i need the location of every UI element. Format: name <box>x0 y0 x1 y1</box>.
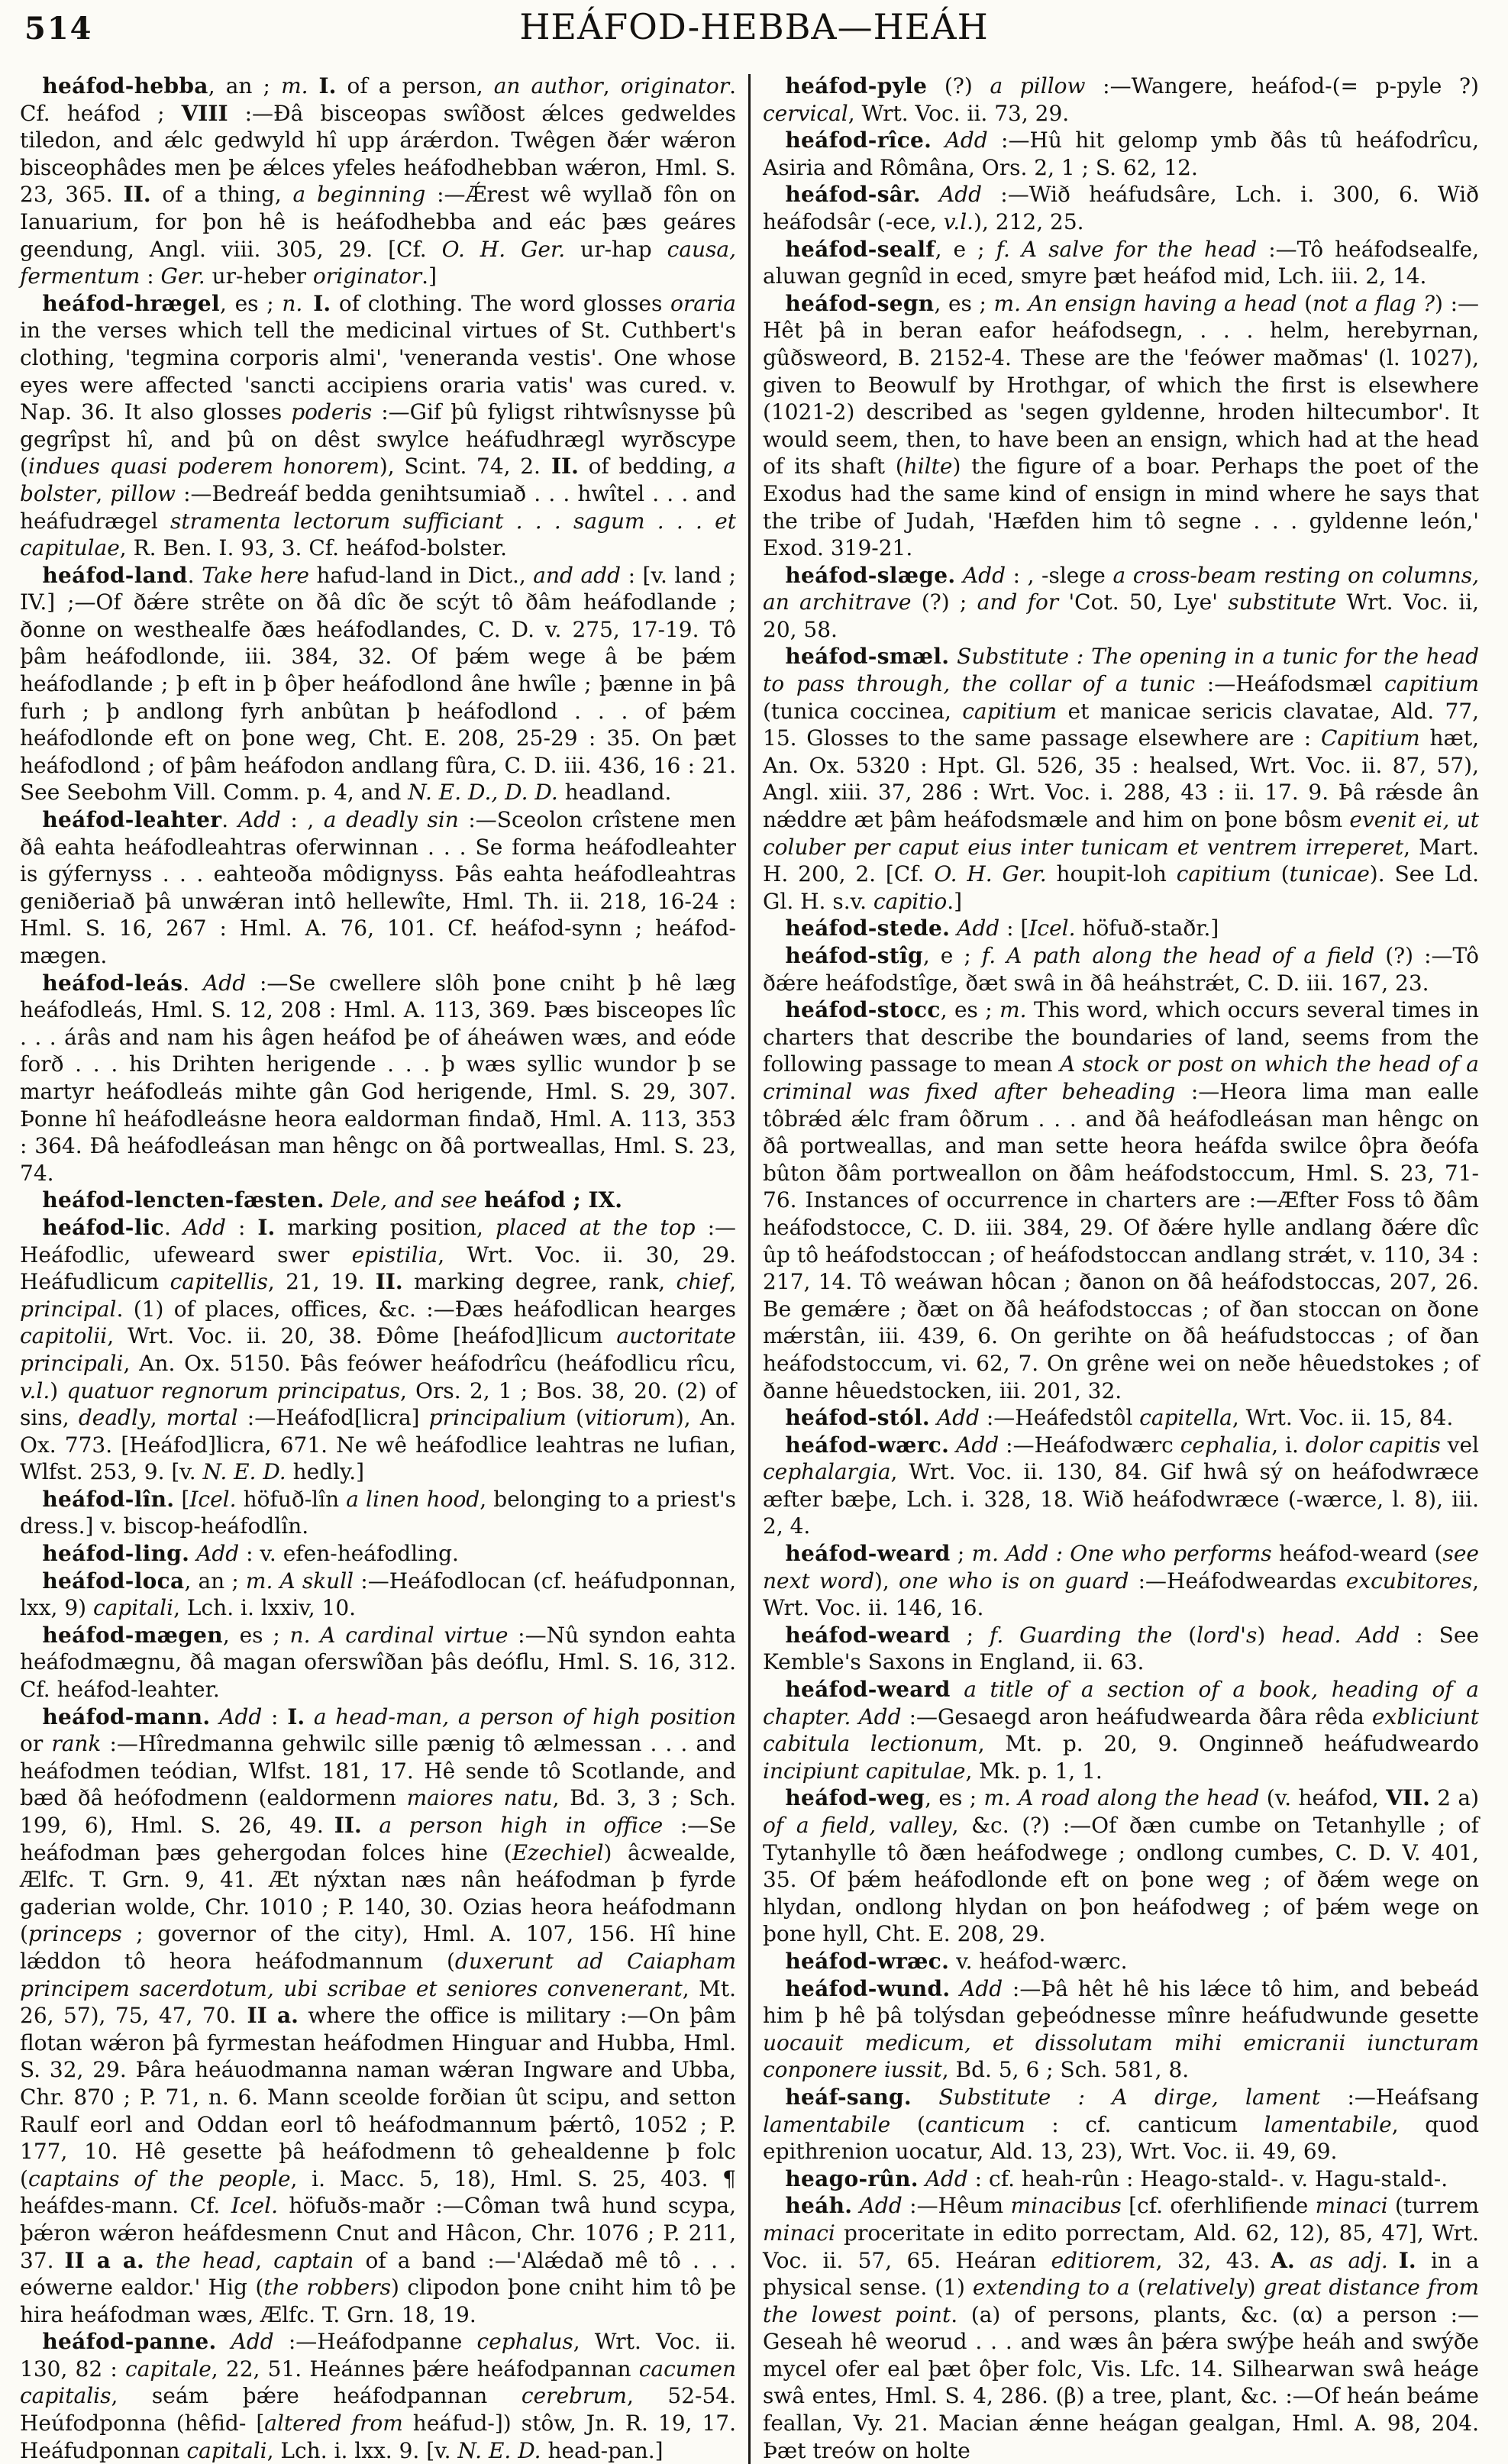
entry-headword: heáfod-smæl. <box>785 644 950 670</box>
right-column <box>751 73 1479 2464</box>
entry-headword: heáfod-segn <box>785 290 935 316</box>
entry-headword: heáfod-hebba <box>42 73 208 98</box>
dictionary-entry: heáfod-weard ; f. Guarding the (lord's) head. Add : See Kemble's Saxons in England, ii. 63. <box>763 1622 1480 1675</box>
dictionary-entry: heáfod-lîn. [Icel. höfuð-lîn a linen hood, belonging to a priest's dress.] v. biscop-heáfodlîn. <box>20 1486 737 1539</box>
dictionary-entry: heáfod-weard a title of a section of a book, heading of a chapter. Add :—Gesaegd aron heáfudwearda ðâra rêda exbliciunt cabitula lectionum, Mt. p. 20, 9. Onginneð heáfudweardo incipiunt capitulae, Mk. p. 1, 1. <box>763 1677 1480 1784</box>
dictionary-entry: heáfod-stól. Add :—Heáfedstôl capitella, Wrt. Voc. ii. 15, 84. <box>785 1405 1454 1431</box>
dictionary-entry: heáfod-weard ; m. Add : One who performs heáfod-weard (see next word), one who is on guard :—Heáfodweardas excubitores, Wrt. Voc. ii. 146, 16. <box>763 1541 1479 1621</box>
dictionary-entry: heáfod-pyle (?) a pillow :—Wangere, heáfod-(= p-pyle ?) cervical, Wrt. Voc. ii. 73, 29. <box>763 73 1479 126</box>
entry-headword: heáfod-wund. <box>785 1975 951 2001</box>
dictionary-entry: heáfod-hebba, an ; m. I. of a person, an author, originator. Cf. heáfod ; VIII :—Ðâ bisceopas swîðost ǽlces gedweldes tiledon, and ǽlc gedwyld hî upp árǽrdon. Twêgen ðǽr wǽron bisceophâdes men þe ǽlces yfeles heáfodhebban wǽron, Hml. S. 23, 365. II. of a thing, a beginning :—Ǽrest wê wyllað fôn on Ianuarium, for þon hê is heáfodhebba and eác þæs geáres geendung, Angl. viii. 305, 29. [Cf. O. H. Ger. ur-hap causa, fermentum : Ger. ur-heber originator.] <box>20 73 737 289</box>
dictionary-entry: heáfod-hrægel, es ; n. I. of clothing. The word glosses oraria in the verses which tell the medicinal virtues of St. Cuthbert's clothing, 'tegmina corporis almi', 'veneranda vestis'. One whose eyes were affected 'sancti accipiens oraria vatis' was cured. v. Nap. 36. It also glosses poderis :—Gif þû fyligst rihtwîsnysse þû gegrîpst hî, and þû on dêst swylce heáfudhrægl wyrðscype (indues quasi poderem honorem), Scint. 74, 2. II. of bedding, a bolster, pillow :—Bedreáf bedda genihtsumiað . . . hwîtel . . . and heáfudrægel stramenta lectorum sufficiant . . . sagum . . . et capitulae, R. Ben. I. 93, 3. Cf. heáfod-bolster. <box>20 290 737 561</box>
entry-headword: heáfod-wærc. <box>785 1432 950 1458</box>
dictionary-entry: heáfod-wærc. Add :—Heáfodwærc cephalia, i. dolor capitis vel cephalargia, Wrt. Voc. ii. 130, 84. Gif hwâ sý on heáfodwræce æfter bæþe, Lch. i. 328, 18. Wið heáfodwræce (-wærce, l. 8), iii. 2, 4. <box>763 1432 1479 1539</box>
entry-headword: heáfod-stocc <box>785 997 941 1023</box>
entry-headword: heáfod-wræc. <box>785 1948 950 1974</box>
entry-headword: heáfod-weard <box>785 1622 951 1648</box>
entry-headword: heáfod-hrægel <box>42 290 220 316</box>
dictionary-entry: heáfod-slæge. Add : , -slege a cross-beam resting on columns, an architrave (?) ; and for 'Cot. 50, Lye' substitute Wrt. Voc. ii, 20, 58. <box>763 562 1480 642</box>
dictionary-entry: heáfod-segn, es ; m. An ensign having a head (not a flag ?) :—Hêt þâ in beran eafor heáfodsegn, . . . helm, herebyrnan, gûðsweord, B. 2152-4. These are the 'feówer maðmas' (l. 1027), given to Beowulf by Hrothgar, of which the first is elsewhere (1021-2) described as 'segen gyldenne, hroden hiltecumbor'. It would seem, then, to have been an ensign, which had at the head of its shaft (hilte) the figure of a boar. Perhaps the poet of the Exodus had the same kind of ensign in mind where he says that the tribe of Judah, 'Hæfden him tô segne . . . gyldenne león,' Exod. 319-21. <box>763 290 1480 561</box>
entry-headword: heáfod-rîce. <box>785 128 932 153</box>
entry-headword: heáfod-stól. <box>785 1405 930 1431</box>
entry-headword: heáfod-lencten-fæsten. <box>42 1187 325 1213</box>
dictionary-entry: heáfod-lencten-fæsten. Dele, and see heáfod ; IX. <box>42 1187 623 1213</box>
dictionary-entry: heáfod-stocc, es ; m. This word, which occurs several times in charters that describe the boundaries of land, seems from the following passage to mean A stock or post on which the head of a criminal was fixed after beheading :—Heora lima man ealle tôbrǽd ǽlc fram ôðrum . . . and ðâ heáfodleásan man hêngc on ðâ portweallas, and man sette heora heáfda swilce ôþra ðeófa bûton ðâm portweallon on ðâm heáfodstoccum, Hml. S. 23, 71-76. Instances of occurrence in charters are :—Æfter Foss tô ðâm heáfodstocce, C. D. iii. 384, 29. Of ðǽre hylle andlang ðǽre dîc ûp tô heáfodstoccan ; of heáfodstoccan andlang strǽt, v. 110, 34 : 217, 14. Tô weáwan hôcan ; ðanon on ðâ heáfodstoccas, 207, 26. Be gemǽre ; ðæt on ðâ heáfodstoccas ; of ðan stoccan on ðone mǽrstân, iii. 439, 6. On gerihte on ðâ heáfudstoccas ; of ðan heáfodstoccum, vi. 62, 7. On grêne wei on neðe hêuedstokes ; of ðanne hêuedstocken, iii. 201, 32. <box>763 997 1479 1403</box>
entry-headword: heáfod-leahter <box>42 807 222 833</box>
left-column <box>20 73 748 2464</box>
dictionary-entry: heáf-sang. Substitute : A dirge, lament :—Heáfsang lamentabile (canticum : cf. canticum lamentabile, quod epithrenion uocatur, Ald. 13, 23), Wrt. Voc. ii. 49, 69. <box>763 2084 1479 2165</box>
entry-headword: heáfod-pyle <box>785 73 928 98</box>
dictionary-entry: heáfod-sâr. Add :—Wið heáfudsâre, Lch. i. 300, 6. Wið heáfodsâr (-ece, v.l.), 212, 25. <box>763 182 1479 234</box>
entry-headword: heáfod-stede. <box>785 916 951 941</box>
entry-headword: heáfod-mann. <box>42 1703 211 1729</box>
entry-headword: heáfod-leás <box>42 970 183 996</box>
entry-headword: heáfod-loca <box>42 1568 185 1594</box>
entry-headword: heáfod-weard <box>785 1677 951 1703</box>
page-number: 514 <box>24 11 93 47</box>
dictionary-entry: heáfod-leahter. Add : , a deadly sin :—Sceolon crîstene men ðâ eahta heáfodleahtras oferwinnan . . . Se forma heáfodleahter is gýfernyss . . . eahteoða môdignyss. Þâs eahta heáfodleahtras geniðeriað þâ unwǽran intô hellewîte, Hml. Th. ii. 218, 16-24 : Hml. S. 16, 267 : Hml. A. 76, 101. Cf. heáfod-synn ; heáfod-mægen. <box>20 807 736 968</box>
dictionary-entry: heáfod-land. Take here hafud-land in Dict., and add : [v. land ; IV.] ;—Of ðǽre strête on ðâ dîc ðe scýt tô ðâm heáfodlande ; ðonne on westhealfe ðæs heáfodlandes, C. D. v. 275, 17-19. Tô þâm heáfodlonde, iii. 384, 32. Of þǽm wege â be þǽm heáfodlande ; þ eft in þ ôþer heáfodlond âne hwîle ; þænne in þâ furh ; þ andlong fyrh anbûtan þ heáfodlond . . . of þǽm heáfodlonde eft on þone weg, Cht. E. 208, 25-29 : 35. On þæt heáfodlond ; of þâm heáfodon andlang fûra, C. D. iii. 436, 16 : 21. See Seebohm Vill. Comm. p. 4, and N. E. D., D. D. headland. <box>20 562 736 806</box>
entry-headword: heáfod-lic <box>42 1214 164 1240</box>
dictionary-entry: heáfod-leás. Add :—Se cwellere slôh þone cniht þ hê læg heáfodleás, Hml. S. 12, 208 : Hml. A. 113, 369. Þæs bisceopes lîc . . . árâs and nam his âgen heáfod þe of áheáwen wæs, and eóde forð . . . his Drihten herigende . . . þ wæs syllic wundor þ se martyr heáfodleás mihte gân God herigende, Hml. S. 29, 307. Þonne hî heáfodleásne heora ealdorman findað, Hml. A. 113, 353 : 364. Ðâ heáfodleásan man hêngc on ðâ portweallas, Hml. S. 23, 74. <box>20 970 736 1186</box>
entry-headword: heago-rûn. <box>785 2165 919 2191</box>
dictionary-entry: heago-rûn. Add : cf. heah-rûn : Heago-stald-. v. Hagu-stald-. <box>785 2165 1448 2191</box>
dictionary-entry: heáfod-panne. Add :—Heáfodpanne cephalus, Wrt. Voc. ii. 130, 82 : capitale, 22, 51. Heánnes þǽre heáfodpannan cacumen capitalis, seám þǽre heáfodpannan cerebrum, 52-54. Heúfodponna (hêfid- [altered from heáfud-]) stôw, Jn. R. 19, 17. Heáfudponnan capitali, Lch. i. lxx. 9. [v. N. E. D. head-pan.] <box>20 2329 737 2463</box>
dictionary-entry: heáfod-loca, an ; m. A skull :—Heáfodlocan (cf. heáfudponnan, lxx, 9) capitali, Lch. i. lxxiv, 10. <box>20 1568 736 1621</box>
page-header <box>0 0 1508 73</box>
dictionary-columns <box>20 73 1488 2464</box>
entry-headword: heáfod-land <box>42 562 188 588</box>
dictionary-entry: heáfod-mægen, es ; n. A cardinal virtue :—Nû syndon eahta heáfodmægnu, ðâ magan oferswîðan þâs deóflu, Hml. S. 16, 312. Cf. heáfod-leahter. <box>20 1622 736 1703</box>
dictionary-entry: heáfod-sealf, e ; f. A salve for the head :—Tô heáfodsealfe, aluwan gegnîd in eced, smyre þæt heáfod mid, Lch. iii. 2, 14. <box>763 236 1480 289</box>
dictionary-entry: heáfod-rîce. Add :—Hû hit gelomp ymb ðâs tû heáfodrîcu, Asiria and Rômâna, Ors. 2, 1 ; S. 62, 12. <box>763 128 1479 180</box>
dictionary-entry: heáfod-wræc. v. heáfod-wærc. <box>785 1948 1128 1974</box>
entry-headword: heáfod-weg <box>785 1785 925 1811</box>
dictionary-entry: heáh. Add :—Hêum minacibus [cf. oferhlifiende minaci (turrem minaci proceritate in edito porrectam, Ald. 62, 12), 85, 47], Wrt. Voc. ii. 57, 65. Heáran editiorem, 32, 43. A. as adj. I. in a physical sense. (1) extending to a (relatively) great distance from the lowest point. (a) of persons, plants, &c. (α) a person :—Geseah hê weorud . . . and wæs ân þǽra swýþe heáh and swýðe mycel ofer eal þæt ôþer folc, Vis. Lfc. 14. Silhearwan swâ heáge swâ entes, Hml. S. 4, 286. (β) a tree, plant, &c. :—Of heán beáme feallan, Vy. 21. Macian ǽnne heágan gealgan, Hml. A. 98, 204. Þæt treów on holte <box>763 2193 1480 2463</box>
entry-headword: heáfod-lîn. <box>42 1486 175 1512</box>
dictionary-entry: heáfod-weg, es ; m. A road along the head (v. heáfod, VII. 2 a) of a field, valley, &c. (?) :—Of ðæn cumbe on Tetanhylle ; of Tytanhylle tô ðæn heáfodwege ; ondlong cumbes, C. D. V. 401, 35. Of þǽm heáfodlonde eft on þone weg ; of ðǽm wege on hlydan, ondlong hlydan on þon heáfodweg ; of þǽm wege on þone hyll, Cht. E. 208, 29. <box>763 1785 1480 1947</box>
running-title: HEÁFOD-HEBBA—HEÁH <box>519 6 989 47</box>
entry-headword: heáf-sang. <box>785 2084 912 2110</box>
dictionary-entry: heáfod-lic. Add : I. marking position, placed at the top :—Heáfodlic, ufeweard swer epistilia, Wrt. Voc. ii. 30, 29. Heáfudlicum capitellis, 21, 19. II. marking degree, rank, chief, principal. (1) of places, offices, &c. :—Ðæs heáfodlican hearges capitolii, Wrt. Voc. ii. 20, 38. Ðôme [heáfod]licum auctoritate principali, An. Ox. 5150. Þâs feówer heáfodrîcu (heáfodlicu rîcu, v.l.) quatuor regnorum principatus, Ors. 2, 1 ; Bos. 38, 20. (2) of sins, deadly, mortal :—Heáfod[licra] principalium (vitiorum), An. Ox. 773. [Heáfod]licra, 671. Ne wê heáfodlice leahtras ne lufian, Wlfst. 253, 9. [v. N. E. D. hedly.] <box>20 1214 737 1485</box>
dictionary-entry: heáfod-smæl. Substitute : The opening in a tunic for the head to pass through, the collar of a tunic :—Heáfodsmæl capitium (tunica coccinea, capitium et manicae sericis clavatae, Ald. 77, 15. Glosses to the same passage elsewhere are : Capitium hæt, An. Ox. 5320 : Hpt. Gl. 526, 35 : healsed, Wrt. Voc. ii. 87, 57), Angl. xiii. 37, 286 : Wrt. Voc. i. 288, 43 : ii. 17. 9. Þâ rǽsde ân nǽddre æt þâm heáfodsmæle and him on þone bôsm evenit ei, ut coluber per caput eius inter tunicam et ventrem irreperet, Mart. H. 200, 2. [Cf. O. H. Ger. houpit-loh capitium (tunicae). See Ld. Gl. H. s.v. capitio.] <box>763 644 1480 914</box>
dictionary-entry: heáfod-ling. Add : v. efen-heáfodling. <box>42 1541 459 1567</box>
entry-headword: heáfod-mægen <box>42 1622 223 1648</box>
entry-headword: heáfod-panne. <box>42 2329 217 2355</box>
entry-headword: heáfod-stîg <box>785 943 923 968</box>
entry-headword: heáfod-sealf <box>785 236 935 262</box>
entry-headword: heáfod-weard <box>785 1541 951 1567</box>
dictionary-entry: heáfod-stede. Add : [Icel. höfuð-staðr.] <box>785 916 1219 941</box>
dictionary-entry: heáfod-stîg, e ; f. A path along the head of a field (?) :—Tô ðǽre heáfodstîge, ðæt swâ in ðâ heáhstrǽt, C. D. iii. 167, 23. <box>763 943 1479 996</box>
entry-headword: heáfod-ling. <box>42 1541 190 1567</box>
dictionary-entry: heáfod-wund. Add :—Þâ hêt hê his lǽce tô him, and bebeád him þ hê þâ tolýsdan geþeódnesse mînre heáfudwunde gesette uocauit medicum, et dissolutam mihi emicranii iuncturam conponere iussit, Bd. 5, 6 ; Sch. 581, 8. <box>763 1975 1479 2083</box>
entry-headword: heáfod-sâr. <box>785 182 921 208</box>
entry-headword: heáfod-slæge. <box>785 562 956 588</box>
entry-headword: heáh. <box>785 2193 853 2219</box>
dictionary-entry: heáfod-mann. Add : I. a head-man, a person of high position or rank :—Hîredmanna gehwilc sille pænig tô ælmessan . . . and heáfodmen teódian, Wlfst. 181, 17. Hê sende tô Scotlande, and bæd ðâ heófodmenn (ealdormenn maiores natu, Bd. 3, 3 ; Sch. 199, 6), Hml. S. 26, 49. II. a person high in office :—Se heáfodman þæs gehergodan folces hine (Ezechiel) âcwealde, Ælfc. T. Grn. 9, 41. Æt nýxtan næs nân heáfodman þ fyrde gaderian wolde, Chr. 1010 ; P. 140, 30. Ozias heora heáfodmann (princeps ; governor of the city), Hml. A. 107, 156. Hî hine lǽddon tô heora heáfodmannum (duxerunt ad Caiapham principem sacerdotum, ubi scribae et seniores convenerant, Mt. 26, 57), 75, 47, 70. II a. where the office is military :—On þâm flotan wǽron þâ fyrmestan heáfodmen Hinguar and Hubba, Hml. S. 32, 29. Þâra heáuodmanna naman wǽran Ingware and Ubba, Chr. 870 ; P. 71, n. 6. Mann sceolde forðian ût scipu, and setton Raulf eorl and Oddan eorl tô heáfodmannum þǽrtô, 1052 ; P. 177, 10. Hê gesette þâ heáfodmenn tô gehealdenne þ folc (captains of the people, i. Macc. 5, 18), Hml. S. 25, 403. ¶ heáfdes-mann. Cf. Icel. höfuðs-maðr :—Côman twâ hund scypa, þǽron wǽron heáfdesmenn Cnut and Hâcon, Chr. 1076 ; P. 211, 37. II a a. the head, captain of a band :—'Alǽdað mê tô . . . eówerne ealdor.' Hig (the robbers) clipodon þone cniht him tô þe hira heáfodman wæs, Ælfc. T. Grn. 18, 19. <box>20 1703 737 2327</box>
